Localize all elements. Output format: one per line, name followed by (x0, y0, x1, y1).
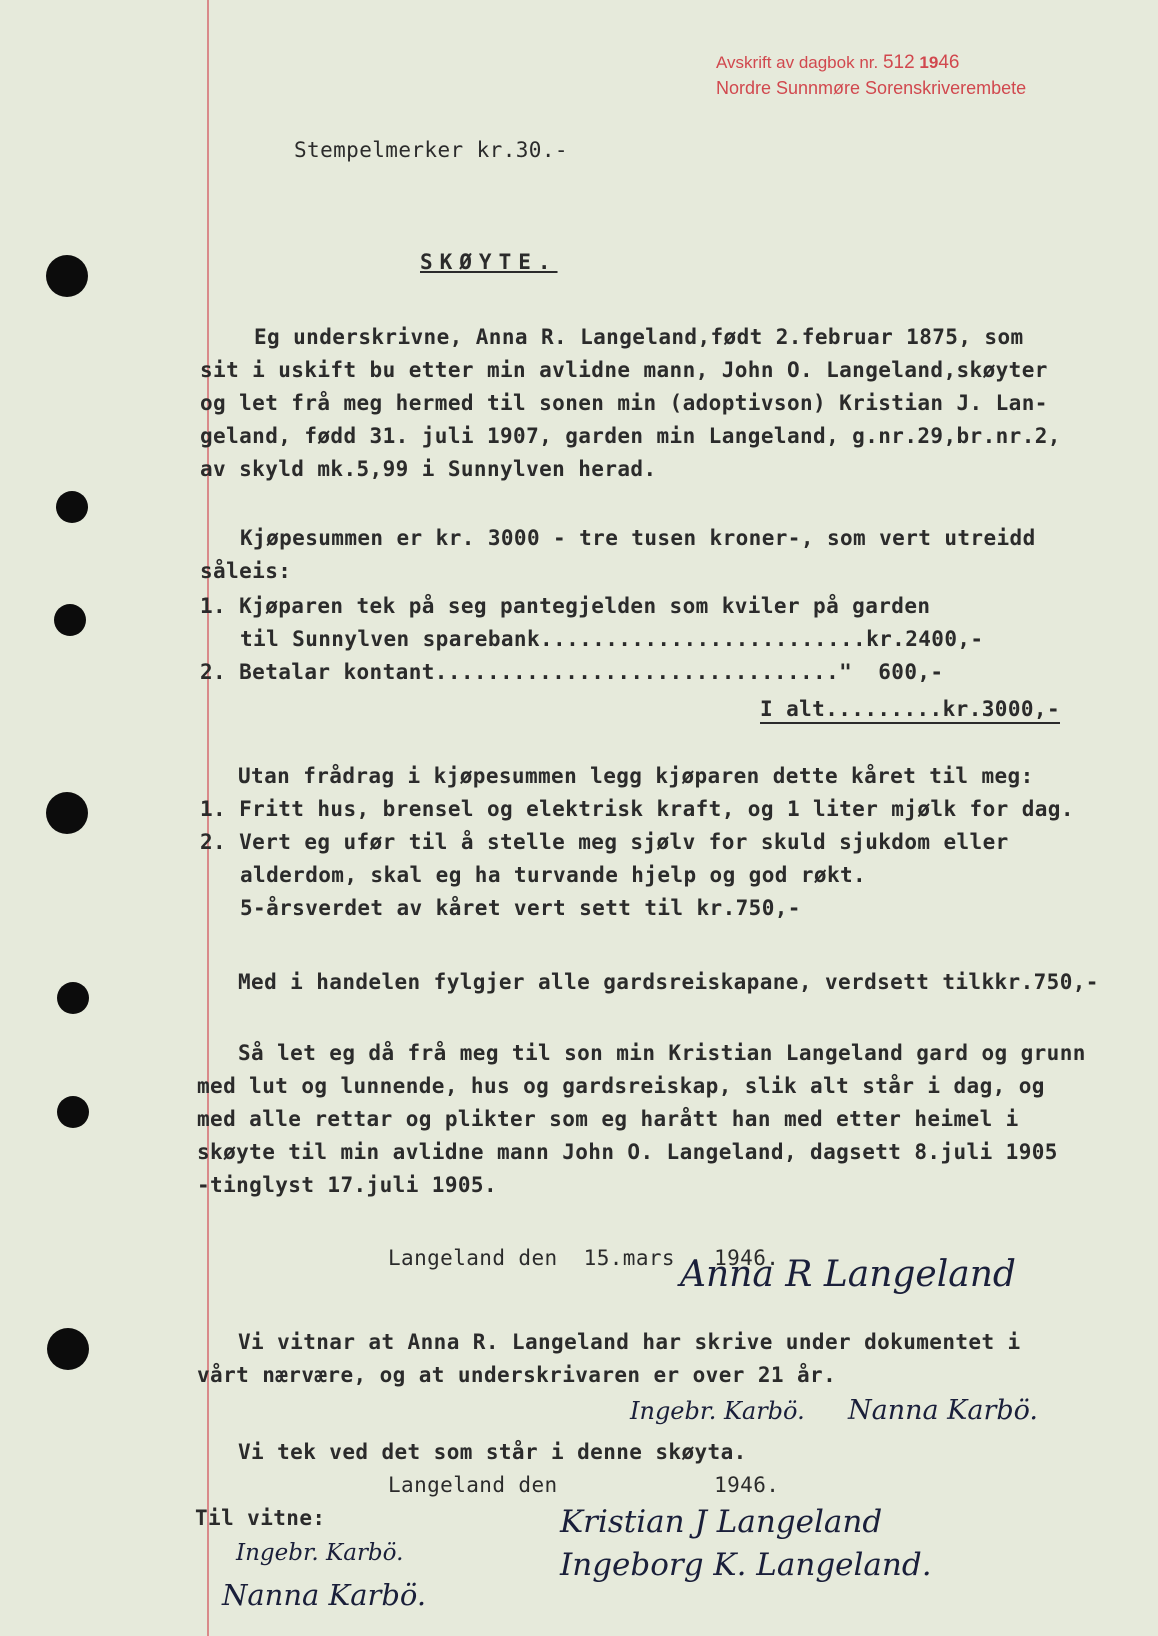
stamp-prefix: Avskrift av dagbok nr. (716, 53, 879, 72)
para3-line: 1. Fritt hus, brensel og elektrisk kraft, og 1 liter mjølk for dag. (200, 797, 1074, 821)
witness-line: vårt nærvære, og at underskrivaren er over 21 år. (197, 1363, 837, 1387)
para4-line: Med i handelen fylgjer alle gardsreiskapane, verdsett tilkkr.750,- (238, 970, 1099, 994)
vitne-signature-2: Nanna Karbö. (222, 1578, 427, 1612)
witness-signature-1: Ingebr. Karbö. (630, 1397, 805, 1425)
para5-line: Så let eg då frå meg til son min Kristian Langeland gard og grunn (238, 1041, 1086, 1065)
buyer-signature-2: Ingeborg K. Langeland. (560, 1547, 932, 1583)
para1-line: av skyld mk.5,99 i Sunnylven herad. (200, 457, 657, 481)
price-item-1: 1. Kjøparen tek på seg pantegjelden som kviler på garden (200, 594, 931, 618)
punch-hole (47, 1328, 89, 1370)
witness-line: Vi vitnar at Anna R. Langeland har skrive under dokumentet i (238, 1330, 1021, 1354)
para2-line: Kjøpesummen er kr. 3000 - tre tusen kroner-, som vert utreidd (240, 526, 1036, 550)
document-title: SKØYTE. (420, 250, 558, 274)
punch-hole (57, 1096, 89, 1128)
witness-signature-2: Nanna Karbö. (848, 1395, 1039, 1426)
para3-line: 5-årsverdet av kåret vert sett til kr.750,- (240, 896, 801, 920)
punch-hole (46, 792, 88, 834)
seller-signature: Anna R Langeland (680, 1254, 1016, 1295)
stamp-year-suffix: 46 (938, 52, 960, 73)
punch-hole (57, 982, 89, 1014)
para2-line: såleis: (200, 559, 292, 583)
punch-hole (54, 604, 86, 636)
punch-hole (56, 491, 88, 523)
registry-stamp-line1 (716, 52, 959, 74)
para5-line: -tinglyst 17.juli 1905. (197, 1173, 497, 1197)
para1-line: og let frå meg hermed til sonen min (adoptivson) Kristian J. Lan- (200, 391, 1048, 415)
para1-line: geland, fødd 31. juli 1907, garden min Langeland, g.nr.29,br.nr.2, (200, 424, 1061, 448)
para5-line: med alle rettar og plikter som eg harått han med etter heimel i (197, 1107, 1019, 1131)
acceptance-line: Vi tek ved det som står i denne skøyta. (238, 1440, 747, 1464)
para3-line: 2. Vert eg ufør til å stelle meg sjølv for skuld sjukdom eller (200, 830, 1009, 854)
price-item-1-amount: til Sunnylven sparebank.........................kr.2400,- (240, 627, 984, 651)
stamp-year-prefix: 19 (919, 53, 939, 72)
place-date-1: Langeland den 15.mars 1946. (388, 1246, 780, 1270)
para5-line: skøyte til min avlidne mann John O. Langeland, dagsett 8.juli 1905 (197, 1140, 1058, 1164)
price-total (760, 697, 1060, 721)
price-total-text: I alt.........kr.3000,- (760, 697, 1060, 724)
vitne-signature-1: Ingebr. Karbö. (236, 1540, 404, 1566)
price-item-2: 2. Betalar kontant..............................." 600,- (200, 660, 944, 684)
stamp-duty-line: Stempelmerker kr.30.- (294, 138, 568, 162)
para3-line: alderdom, skal eg ha turvande hjelp og god røkt. (240, 863, 867, 887)
buyer-signature-1: Kristian J Langeland (560, 1504, 883, 1540)
registry-stamp-line2: Nordre Sunnmøre Sorenskriverembete (716, 78, 1027, 98)
stamp-number: 512 (882, 52, 915, 73)
para1-line: Eg underskrivne, Anna R. Langeland,født 2.februar 1875, som (254, 325, 1024, 349)
para5-line: med lut og lunnende, hus og gardsreiskap, slik alt står i dag, og (197, 1074, 1045, 1098)
place-date-2: Langeland den 1946. (388, 1473, 780, 1497)
til-vitne-label: Til vitne: (195, 1506, 326, 1530)
punch-hole (46, 255, 88, 297)
para3-line: Utan frådrag i kjøpesummen legg kjøparen dette kåret til meg: (238, 764, 1034, 788)
para1-line: sit i uskift bu etter min avlidne mann, John O. Langeland,skøyter (200, 358, 1048, 382)
